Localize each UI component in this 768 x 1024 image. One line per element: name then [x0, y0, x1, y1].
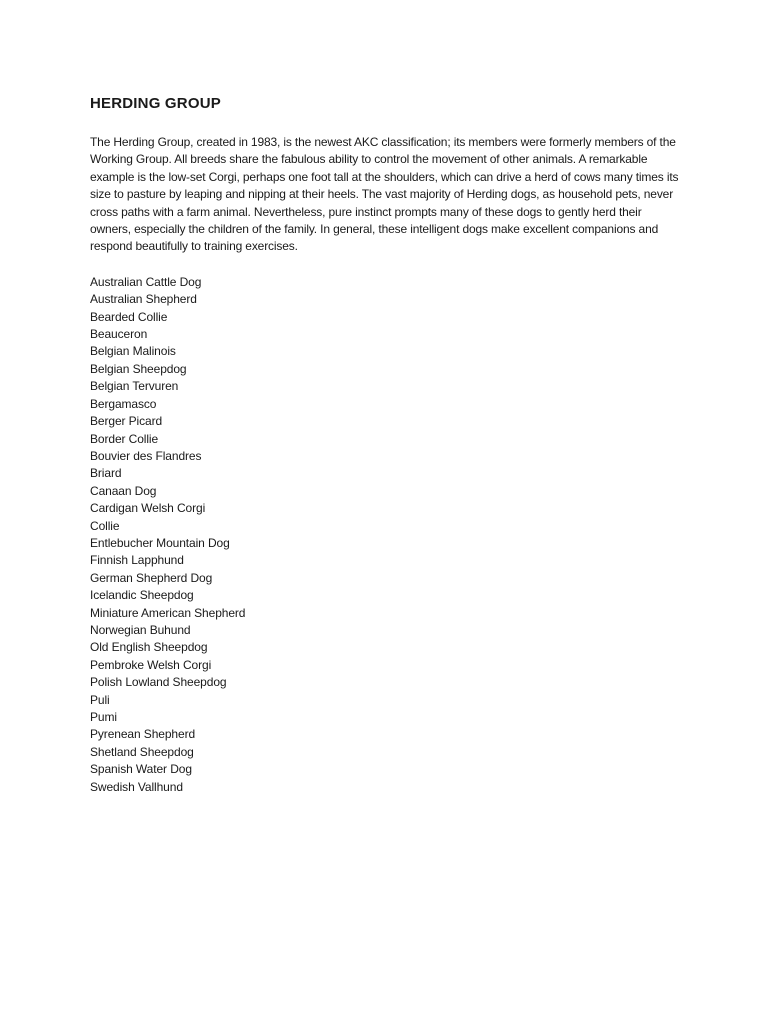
- list-item: Bouvier des Flandres: [90, 448, 202, 463]
- list-item: Belgian Sheepdog: [90, 361, 187, 376]
- list-item: Spanish Water Dog: [90, 762, 192, 777]
- list-item: Bearded Collie: [90, 309, 168, 324]
- page-title: HERDING GROUP: [90, 95, 221, 112]
- list-item: Entlebucher Mountain Dog: [90, 535, 230, 550]
- list-item: Polish Lowland Sheepdog: [90, 675, 227, 690]
- list-item: Finnish Lapphund: [90, 553, 184, 568]
- list-item: German Shepherd Dog: [90, 570, 213, 585]
- list-item: Australian Shepherd: [90, 292, 197, 307]
- list-item: Pembroke Welsh Corgi: [90, 657, 212, 672]
- list-item: Miniature American Shepherd: [90, 605, 246, 620]
- list-item: Border Collie: [90, 431, 159, 446]
- list-item: Belgian Tervuren: [90, 379, 179, 394]
- intro-paragraph: The Herding Group, created in 1983, is the newest AKC classification; its members were formerly members of the Working Group. All breeds share the fabulous ability to control the movement of other animals. A remarkable example is the low-set Corgi, perhaps one foot tall at the shoulders, which can drive a herd of cows many times its size to pasture by leaping and nipping at their heels. The vast majority of Herding dogs, as household pets, never cross paths with a farm animal. Nevertheless, pure instinct prompts many of these dogs to gently herd their owners, especially the children of the family. In general, these intelligent dogs make excellent companions and respond beautifully to training exercises.: [90, 135, 679, 254]
- list-item: Puli: [90, 692, 110, 707]
- list-item: Collie: [90, 518, 120, 533]
- breed-list: [90, 274, 690, 796]
- list-item: Berger Picard: [90, 414, 163, 429]
- list-item: Bergamasco: [90, 396, 157, 411]
- list-item: Old English Sheepdog: [90, 640, 208, 655]
- document-page: [90, 94, 690, 796]
- list-item: Pyrenean Shepherd: [90, 727, 196, 742]
- list-item: Canaan Dog: [90, 483, 157, 498]
- list-item: Swedish Vallhund: [90, 779, 183, 794]
- list-item: Shetland Sheepdog: [90, 744, 194, 759]
- list-item: Briard: [90, 466, 122, 481]
- list-item: Norwegian Buhund: [90, 622, 191, 637]
- list-item: Beauceron: [90, 327, 148, 342]
- list-item: Australian Cattle Dog: [90, 274, 202, 289]
- list-item: Belgian Malinois: [90, 344, 176, 359]
- list-item: Icelandic Sheepdog: [90, 588, 194, 603]
- list-item: Pumi: [90, 710, 117, 724]
- list-item: Cardigan Welsh Corgi: [90, 501, 206, 516]
